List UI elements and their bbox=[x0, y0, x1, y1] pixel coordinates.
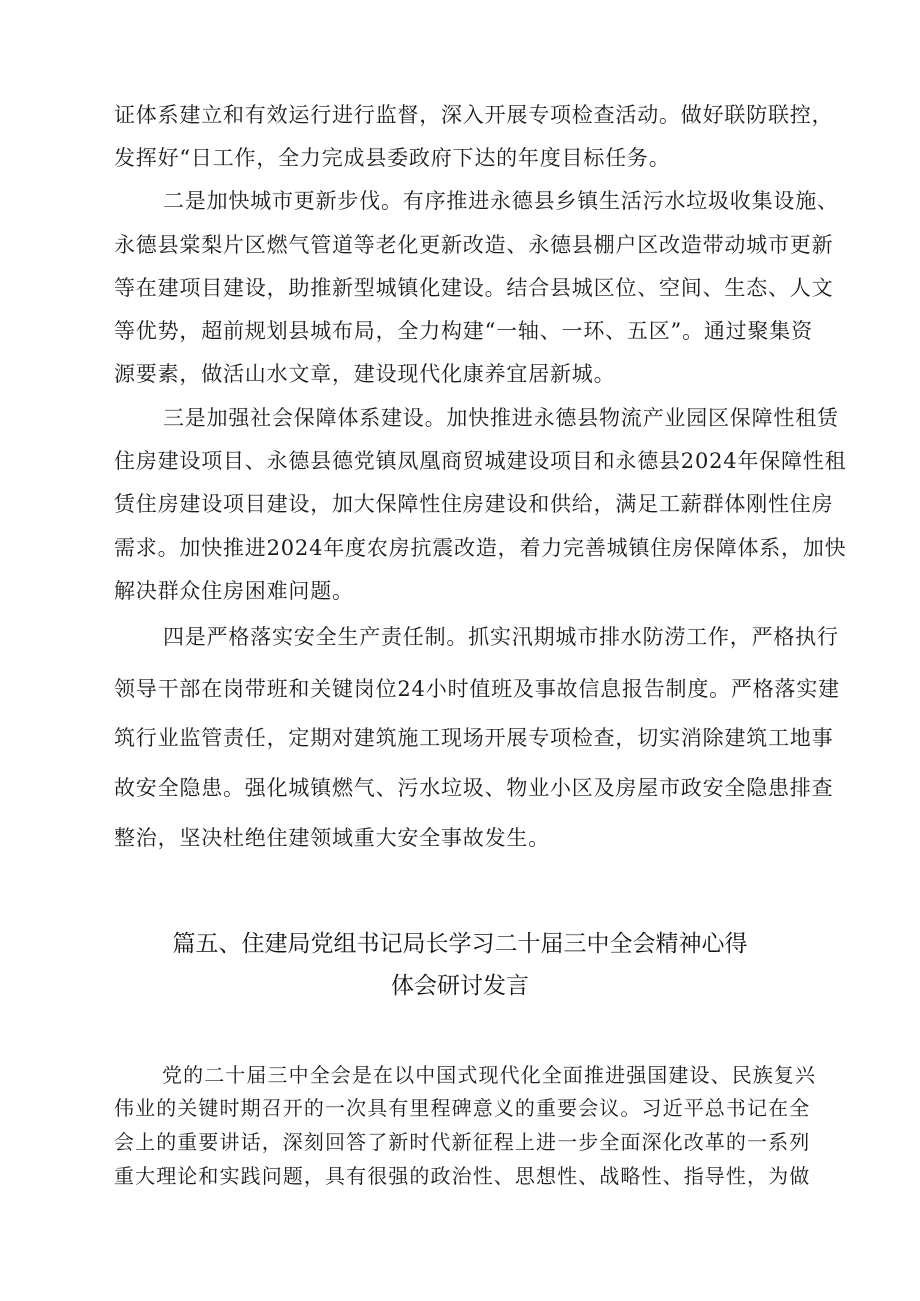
intro-line: 伟业的关键时期召开的一次具有里程碑意义的重要会议。习近平总书记在全 bbox=[114, 1096, 811, 1120]
body-line: 二是加快城市更新步伐。有序推进永德县乡镇生活污水垃圾收集设施、 bbox=[163, 189, 839, 213]
body-line: 筑行业监管责任，定期对建筑施工现场开展专项检查，切实消除建筑工地事 bbox=[114, 726, 834, 750]
body-line: 发挥好“日工作，全力完成县委政府下达的年度目标任务。 bbox=[114, 146, 671, 170]
intro-line: 会上的重要讲话，深刻回答了新时代新征程上进一步全面深化改革的一系列 bbox=[114, 1130, 811, 1154]
intro-line: 重大理论和实践问题，具有很强的政治性、思想性、战略性、指导性，为做 bbox=[114, 1164, 811, 1188]
body-line: 故安全隐患。强化城镇燃气、污水垃圾、物业小区及房屋市政安全隐患排查 bbox=[114, 776, 834, 800]
body-line: 赁住房建设项目建设，加大保障性住房建设和供给，满足工薪群体刚性住房 bbox=[114, 492, 834, 516]
section-heading-line2: 体会研讨发言 bbox=[391, 973, 529, 999]
intro-line: 党的二十届三中全会是在以中国式现代化全面推进强国建设、民族复兴 bbox=[162, 1063, 817, 1087]
body-line: 等优势，超前规划县城布局，全力构建“一轴、一环、五区”。通过聚集资 bbox=[114, 319, 813, 343]
body-line: 需求。加快推进2024年度农房抗震改造，着力完善城镇住房保障体系，加快 bbox=[114, 536, 847, 560]
body-line: 整治，坚决杜绝住建领域重大安全事故发生。 bbox=[114, 826, 550, 850]
body-line: 领导干部在岗带班和关键岗位24小时值班及事故信息报告制度。严格落实建 bbox=[114, 677, 840, 701]
body-line: 解决群众住房困难问题。 bbox=[114, 579, 354, 603]
section-heading-line1: 篇五、住建局党组书记局长学习二十届三中全会精神心得 bbox=[172, 931, 748, 957]
body-line: 四是严格落实安全生产责任制。抓实汛期城市排水防涝工作，严格执行 bbox=[163, 625, 839, 649]
body-line: 证体系建立和有效运行进行监督，深入开展专项检查活动。做好联防联控， bbox=[114, 103, 834, 127]
body-line: 永德县棠梨片区燃气管道等老化更新改造、永德县棚户区改造带动城市更新 bbox=[114, 233, 834, 257]
body-line: 三是加强社会保障体系建设。加快推进永德县物流产业园区保障性租赁 bbox=[163, 406, 839, 430]
body-line: 住房建设项目、永德县德党镇凤凰商贸城建设项目和永德县2024年保障性租 bbox=[114, 449, 847, 473]
body-line: 等在建项目建设，助推新型城镇化建设。结合县城区位、空间、生态、人文 bbox=[114, 276, 834, 300]
body-line: 源要素，做活山水文章，建设现代化康养宜居新城。 bbox=[114, 362, 616, 386]
